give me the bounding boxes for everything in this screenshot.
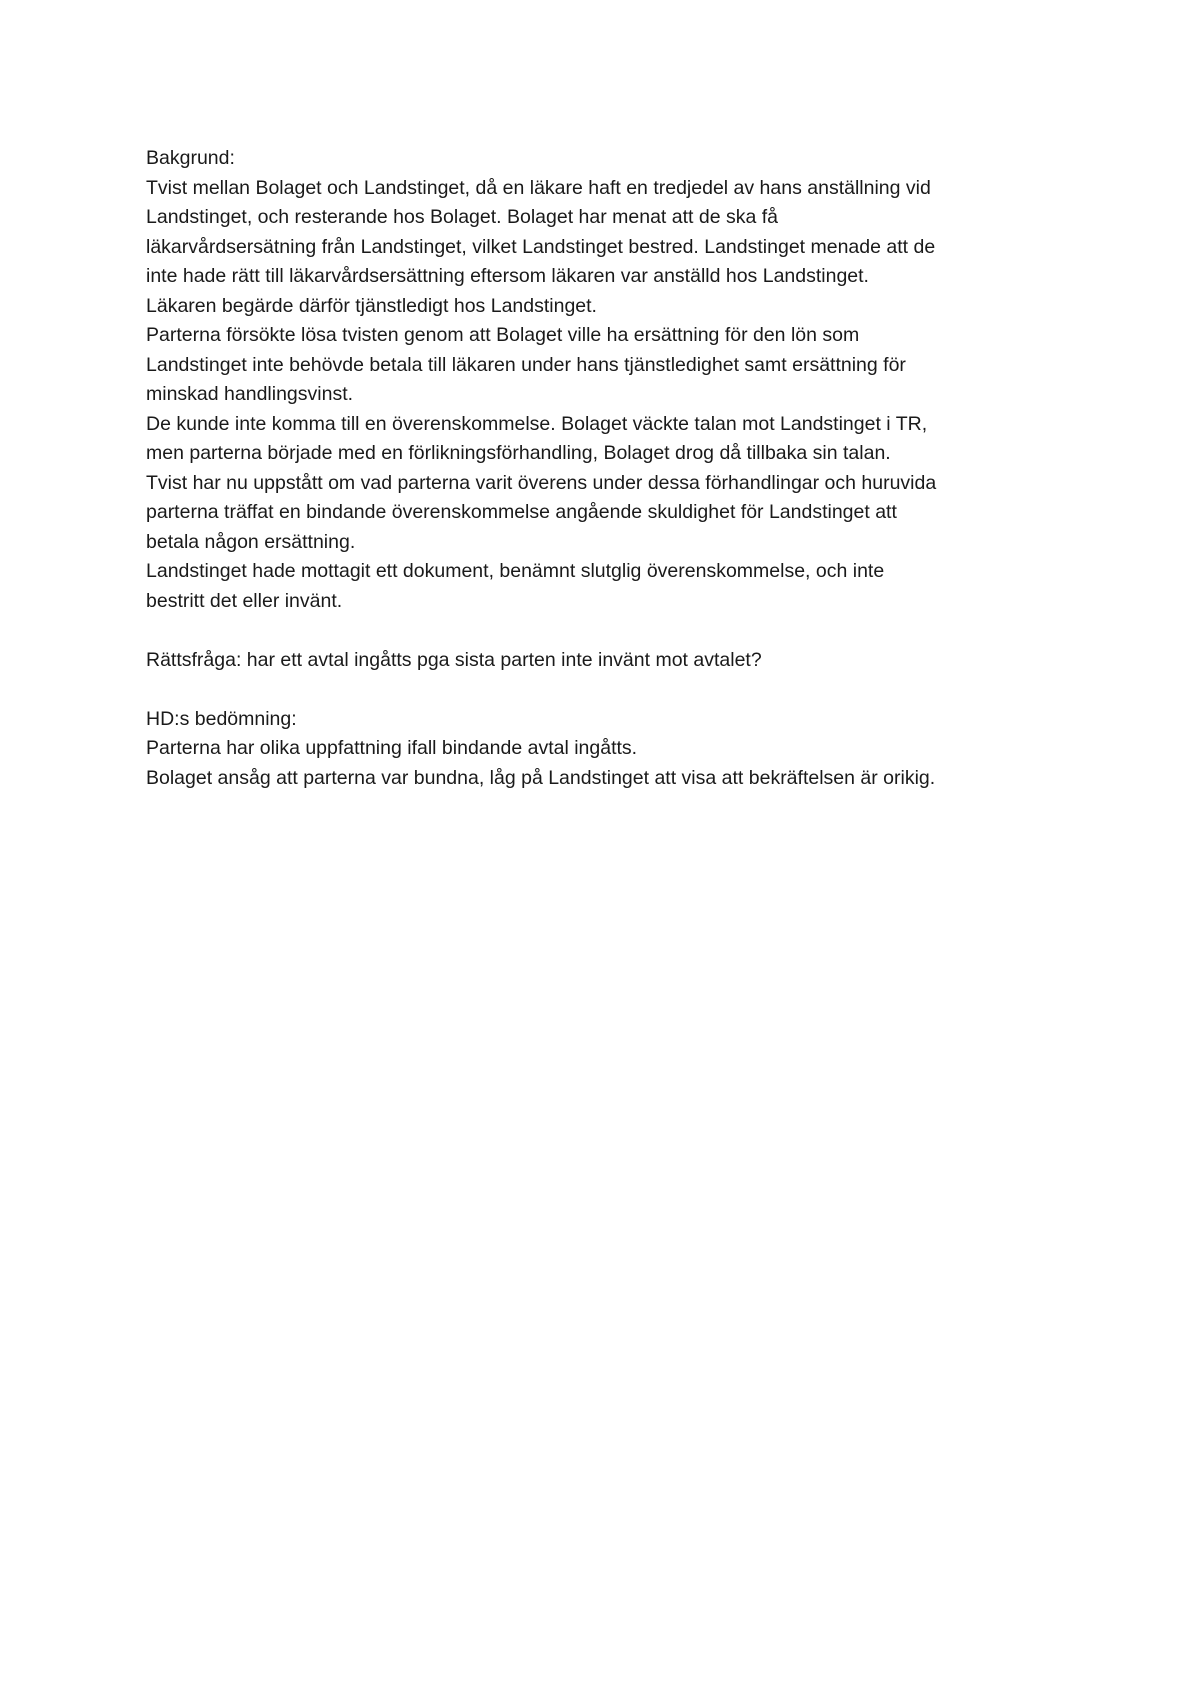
background-line: De kunde inte komma till en överenskommelse. Bolaget väckte talan mot Landstinget i TR,: [146, 412, 928, 435]
background-line: Parterna försökte lösa tvisten genom att Bolaget ville ha ersättning för den lön som: [146, 324, 860, 346]
background-line: Tvist mellan Bolaget och Landstinget, då en läkare haft en tredjedel av hans anställning vid: [146, 176, 931, 199]
background-line: läkarvårdsersätning från Landstinget, vilket Landstinget bestred. Landstinget menade att de: [146, 235, 936, 258]
assessment-heading: HD:s bedömning:: [146, 707, 297, 730]
background-line: bestritt det eller invänt.: [146, 589, 343, 612]
background-line: parterna träffat en bindande överenskommelse angående skuldighet för Landstinget att: [146, 501, 897, 523]
legal-question: Rättsfråga: har ett avtal ingåtts pga sista parten inte invänt mot avtalet?: [146, 648, 762, 671]
background-line: Landstinget, och resterande hos Bolaget. Bolaget har menat att de ska få: [146, 206, 778, 228]
background-line: Landstinget inte behövde betala till läkaren under hans tjänstledighet samt ersättning för: [146, 353, 906, 376]
paragraph-gap: [146, 616, 1076, 646]
background-line: betala någon ersättning.: [146, 530, 356, 553]
background-line: men parterna började med en förlikningsförhandling, Bolaget drog då tillbaka sin talan.: [146, 442, 891, 464]
document-body: [146, 144, 1076, 793]
background-line: Landstinget hade mottagit ett dokument, benämnt slutglig överenskommelse, och inte: [146, 560, 885, 582]
assessment-line: Bolaget ansåg att parterna var bundna, låg på Landstinget att visa att bekräftelsen är orikig.: [146, 766, 936, 789]
background-line: Läkaren begärde därför tjänstledigt hos Landstinget.: [146, 294, 597, 317]
paragraph-gap: [146, 675, 1076, 705]
background-line: inte hade rätt till läkarvårdsersättning eftersom läkaren var anställd hos Landstinget.: [146, 265, 869, 287]
background-line: Tvist har nu uppstått om vad parterna varit överens under dessa förhandlingar och huruvida: [146, 471, 937, 494]
assessment-line: Parterna har olika uppfattning ifall bindande avtal ingåtts.: [146, 737, 638, 759]
background-heading: Bakgrund:: [146, 147, 235, 169]
background-line: minskad handlingsvinst.: [146, 383, 354, 405]
